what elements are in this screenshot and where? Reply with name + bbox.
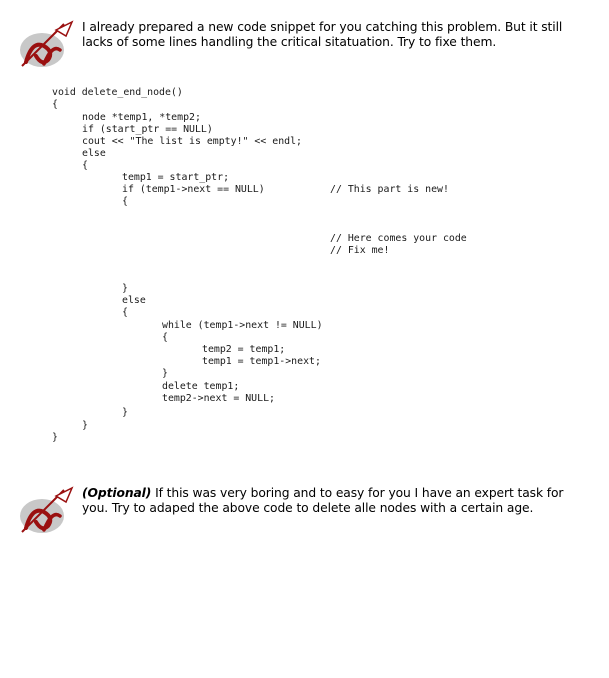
code-snippet bbox=[52, 87, 552, 457]
code-line: } bbox=[52, 432, 58, 443]
optional-label: (Optional) bbox=[82, 486, 152, 500]
code-line: { bbox=[122, 196, 128, 207]
task-block-1 bbox=[14, 20, 594, 80]
code-line: { bbox=[82, 160, 88, 171]
code-line: { bbox=[52, 99, 58, 110]
task-instructions-2 bbox=[82, 486, 587, 516]
code-line: { bbox=[122, 307, 128, 318]
code-comment: // Here comes your code bbox=[330, 233, 467, 244]
code-line: node *temp1, *temp2; bbox=[82, 112, 201, 123]
code-line: temp2 = temp1; bbox=[202, 344, 286, 355]
code-line: else bbox=[122, 295, 146, 306]
code-line: delete temp1; bbox=[162, 381, 240, 392]
code-line: else bbox=[82, 148, 106, 159]
task-block-2 bbox=[14, 486, 594, 546]
code-line: temp1 = start_ptr; bbox=[122, 172, 230, 183]
task-instructions-1: I already prepared a new code snippet for you catching this problem. But it still lacks of some lines handling the critical sitatuation. Try to fixe them. bbox=[82, 20, 563, 49]
code-line: } bbox=[122, 283, 128, 294]
code-line: temp1 = temp1->next; bbox=[202, 356, 321, 367]
code-line: } bbox=[82, 420, 88, 431]
code-line: { bbox=[162, 332, 168, 343]
code-line: while (temp1->next != NULL) bbox=[162, 320, 323, 331]
code-line: } bbox=[162, 368, 168, 379]
code-line: void delete_end_node() bbox=[52, 87, 183, 98]
code-comment: // This part is new! bbox=[330, 184, 449, 195]
code-comment: // Fix me! bbox=[330, 245, 390, 256]
code-line: if (temp1->next == NULL) bbox=[122, 184, 265, 195]
pencil-quill-icon bbox=[14, 486, 74, 538]
code-line: cout << "The list is empty!" << endl; bbox=[82, 136, 302, 147]
code-line: temp2->next = NULL; bbox=[162, 393, 275, 404]
pencil-quill-icon bbox=[14, 20, 74, 72]
code-line: } bbox=[122, 407, 128, 418]
code-line: if (start_ptr == NULL) bbox=[82, 124, 213, 135]
optional-task-text: If this was very boring and to easy for you I have an expert task for you. Try to adaped the above code to delete alle nodes with a certain age. bbox=[82, 486, 564, 515]
